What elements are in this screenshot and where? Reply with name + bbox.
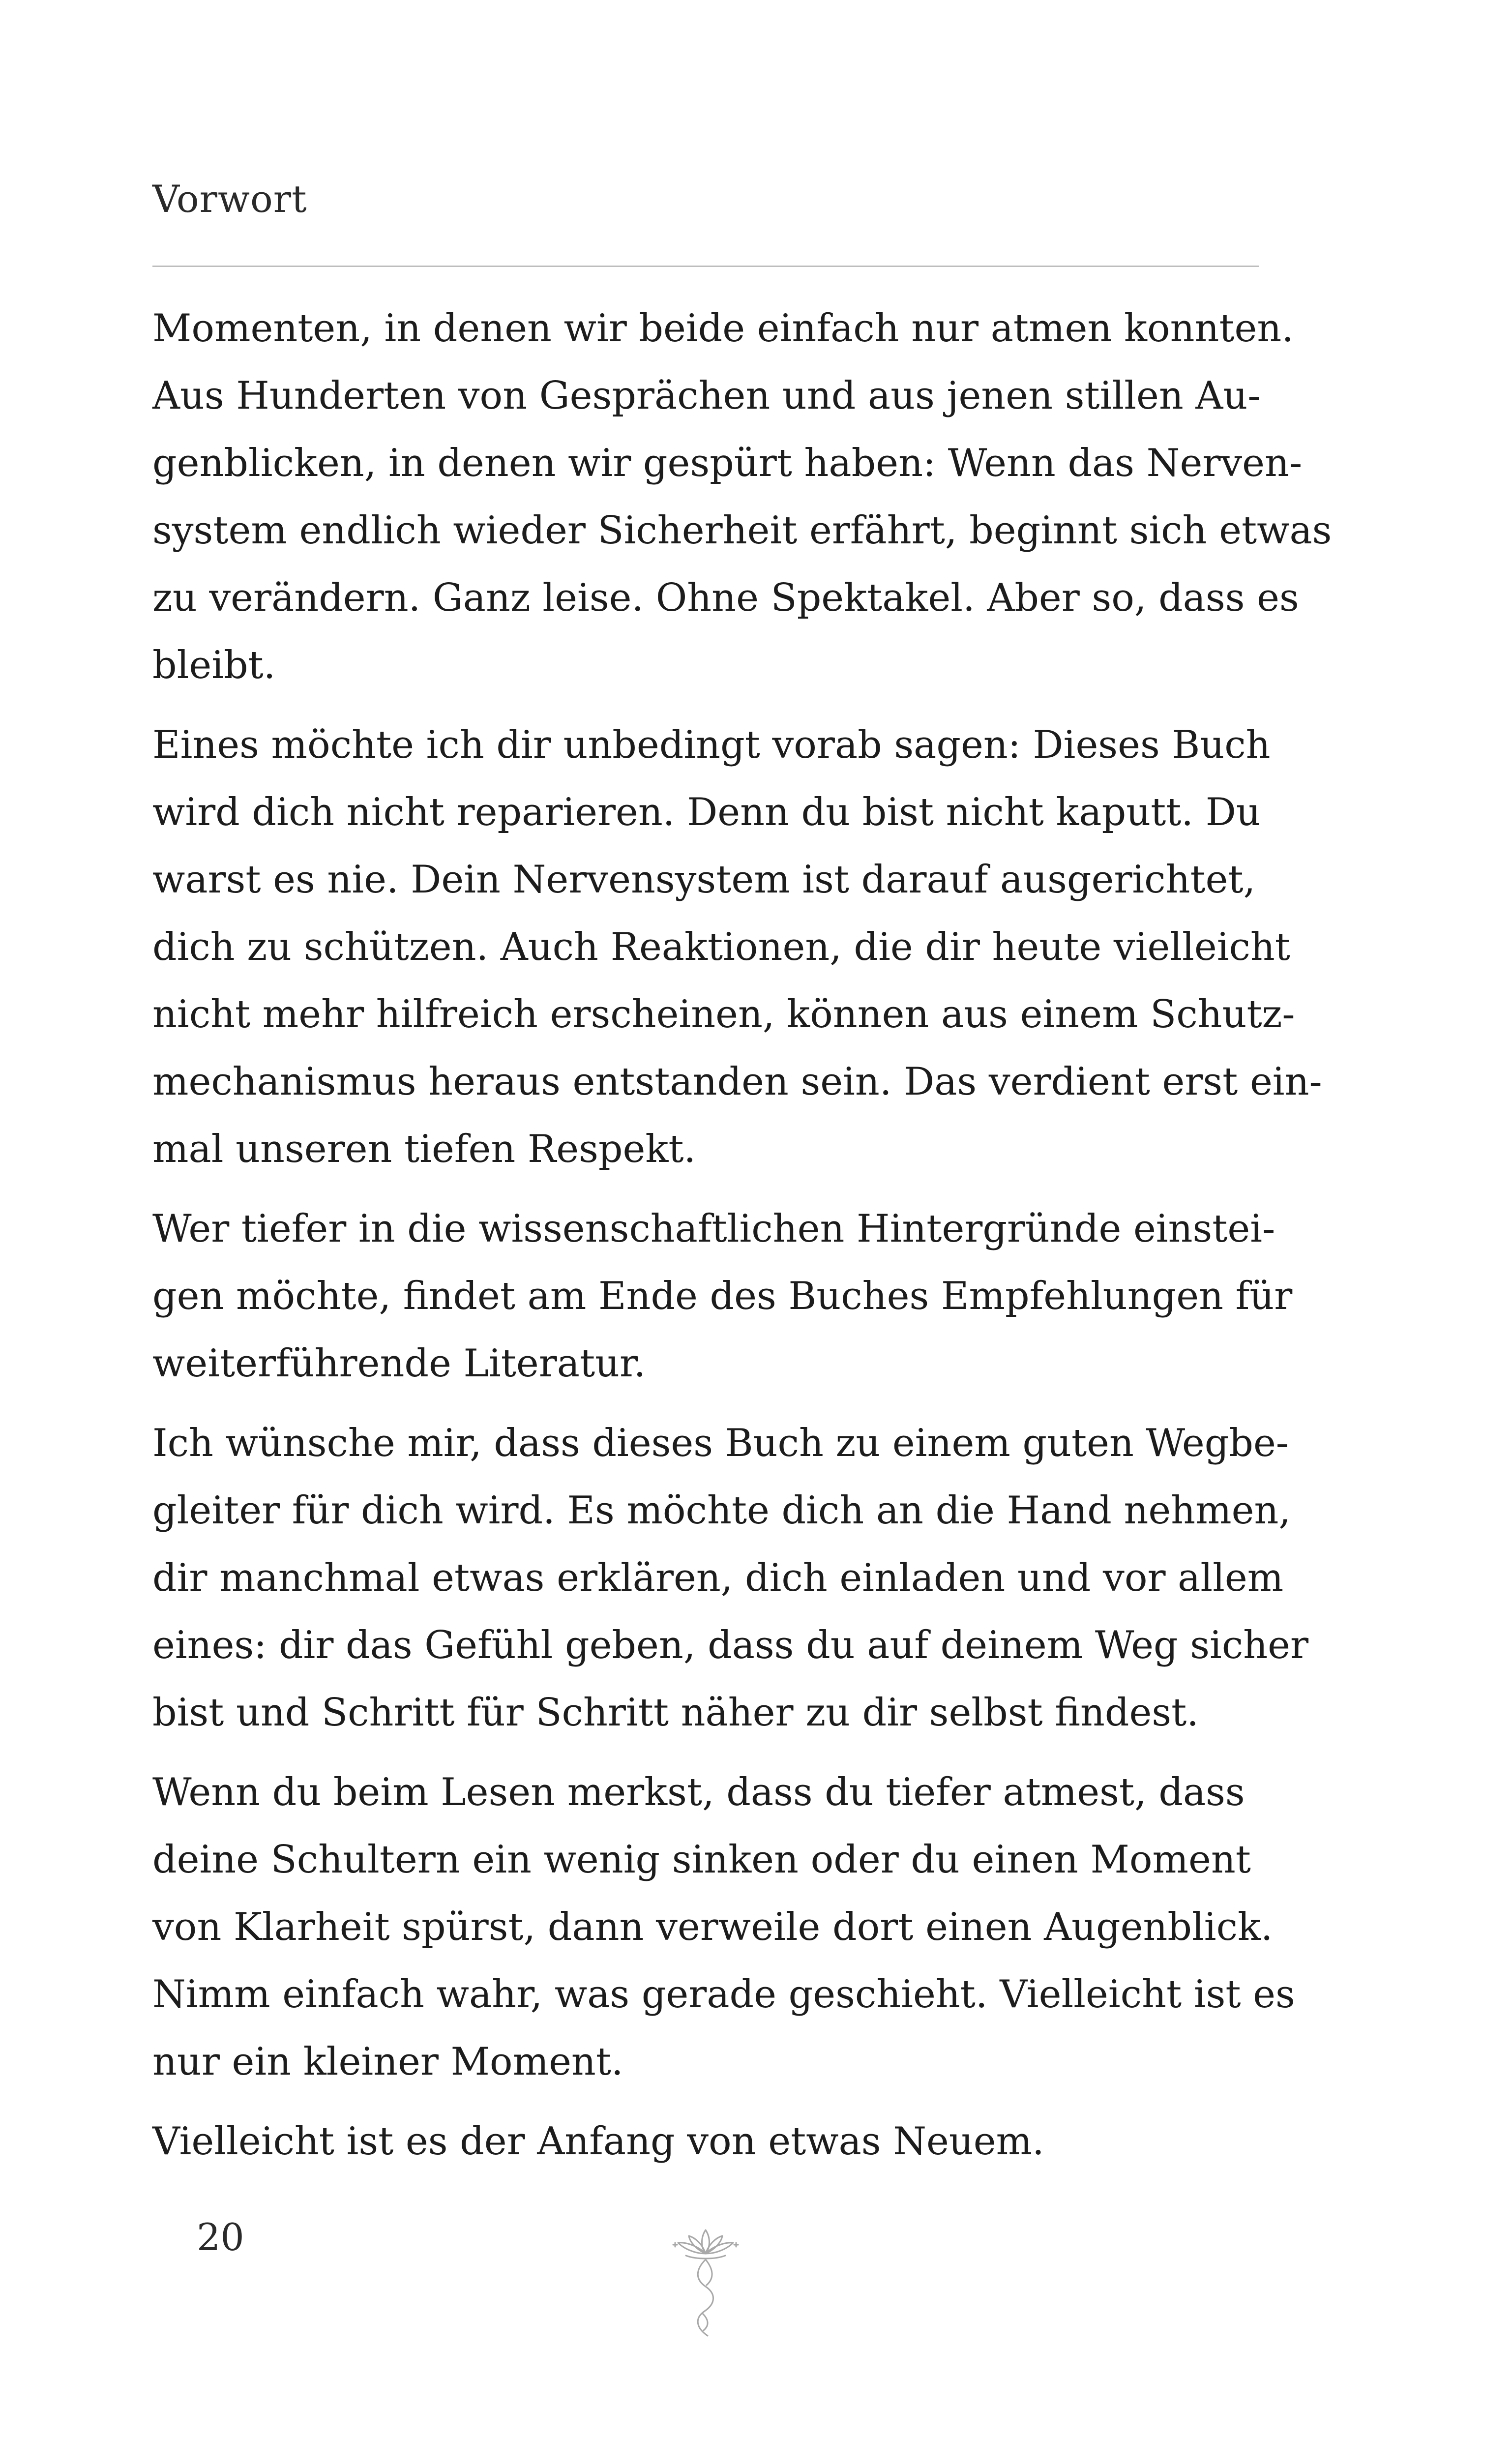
text-line: mechanismus heraus entstanden sein. Das verdient erst ein- xyxy=(152,1060,1322,1104)
paragraph xyxy=(152,2108,1274,2175)
text-line: dir manchmal etwas erklären, dich einladen und vor allem xyxy=(152,1556,1284,1600)
text-line: Wenn du beim Lesen merkst, dass du tiefer atmest, dass xyxy=(152,1770,1245,1814)
text-line: warst es nie. Dein Nervensystem ist darauf ausgerichtet, xyxy=(152,858,1256,902)
paragraph-gap xyxy=(152,1397,1274,1410)
text-line: wird dich nicht reparieren. Denn du bist nicht kaputt. Du xyxy=(152,790,1261,834)
page-number: 20 xyxy=(197,2215,244,2259)
text-line: gleiter für dich wird. Es möchte dich an die Hand nehmen, xyxy=(152,1488,1291,1533)
text-line: genblicken, in denen wir gespürt haben: Wenn das Nerven- xyxy=(152,441,1303,485)
text-line: nur ein kleiner Moment. xyxy=(152,2040,623,2084)
text-line: Ich wünsche mir, dass dieses Buch zu einem guten Wegbe- xyxy=(152,1421,1289,1465)
text-line: system endlich wieder Sicherheit erfährt, beginnt sich etwas xyxy=(152,508,1332,553)
text-line: Momenten, in denen wir beide einfach nur atmen konnten. xyxy=(152,306,1294,351)
header-divider xyxy=(152,266,1259,267)
text-line: gen möchte, findet am Ende des Buches Empfehlungen für xyxy=(152,1274,1293,1318)
paragraph xyxy=(152,1759,1295,2096)
text-line: Nimm einfach wahr, was gerade geschieht. Vielleicht ist es xyxy=(152,1972,1295,2017)
lotus-ornament-icon xyxy=(666,2225,745,2343)
paragraph xyxy=(152,295,1332,699)
paragraph xyxy=(152,1410,1309,1747)
paragraph-gap xyxy=(152,2096,1274,2108)
text-line: Aus Hunderten von Gesprächen und aus jenen stillen Au- xyxy=(152,374,1261,418)
body-text xyxy=(152,295,1332,2175)
paragraph xyxy=(152,712,1322,1183)
running-header-title: Vorwort xyxy=(152,177,307,221)
text-line: Vielleicht ist es der Anfang von etwas Neuem. xyxy=(152,2119,1044,2164)
paragraph-gap xyxy=(152,1747,1274,1759)
text-line: weiterführende Literatur. xyxy=(152,1341,646,1386)
text-line: mal unseren tiefen Respekt. xyxy=(152,1127,696,1171)
text-line: Wer tiefer in die wissenschaftlichen Hintergründe einstei- xyxy=(152,1207,1275,1251)
text-line: bleibt. xyxy=(152,643,276,687)
text-line: von Klarheit spürst, dann verweile dort einen Augenblick. xyxy=(152,1905,1273,1949)
text-line: eines: dir das Gefühl geben, dass du auf deinem Weg sicher xyxy=(152,1623,1309,1667)
text-line: Eines möchte ich dir unbedingt vorab sagen: Dieses Buch xyxy=(152,723,1271,767)
text-line: nicht mehr hilfreich erscheinen, können aus einem Schutz- xyxy=(152,992,1295,1037)
text-line: zu verändern. Ganz leise. Ohne Spektakel. Aber so, dass es xyxy=(152,576,1299,620)
paragraph xyxy=(152,1195,1293,1397)
text-line: bist und Schritt für Schritt näher zu dir selbst findest. xyxy=(152,1691,1199,1735)
text-line: deine Schultern ein wenig sinken oder du einen Moment xyxy=(152,1838,1251,1882)
paragraph-gap xyxy=(152,699,1274,712)
paragraph-gap xyxy=(152,1183,1274,1195)
text-line: dich zu schützen. Auch Reaktionen, die dir heute vielleicht xyxy=(152,925,1290,969)
